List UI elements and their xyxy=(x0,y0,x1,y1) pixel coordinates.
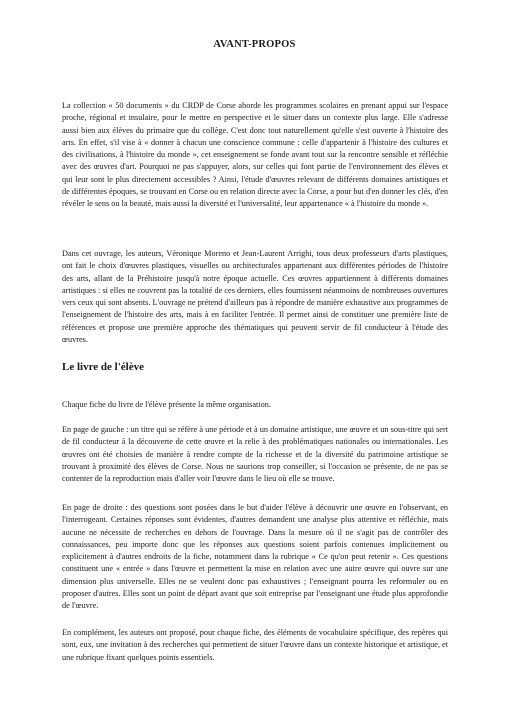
section-paragraph-1: Chaque fiche du livre de l'élève présente la même organisation. xyxy=(62,400,271,409)
page-title: AVANT-PROPOS xyxy=(213,39,296,50)
section-paragraph-2: En page de gauche : un titre qui se réfère à une période et à un domaine artistique, une œuvre et un sous-titre qui sert de fil conducteur à la découverte de cette œuvre et la relie à des problématiques nationales ou internationales. Les œuvres ont été choisies de manière à rendre compte de la richesse et de la diversité du patrimoine artistique se trouvant à proximité des élèves de Corse. Nous ne saurions trop conseiller, si l'occasion se présente, de ne pas se contenter de la reproduction mais d'aller voir l'œuvre dans le lieu où elle se trouve. xyxy=(62,425,448,484)
section-heading: Le livre de l'élève xyxy=(62,361,144,373)
intro-paragraph-2: Dans cet ouvrage, les auteurs, Véronique Moreno et Jean-Laurent Arrighi, tous deux professeurs d'arts plastiques, ont fait le choix d'œuvres plastiques, visuelles ou architecturales appartenant aux différentes périodes de l'histoire des arts, allant de la Préhistoire jusqu'à notre époque actuelle. Ces œuvres appartiennent à différents domaines artistiques : si elles ne couvrent pas la totalité de ces derniers, elles fournissent néanmoins de nombreuses ouvertures vers ceux qui sont absents. L'ouvrage ne prétend d'ailleurs pas à répondre de manière exhaustive aux programmes de l'enseignement de l'histoire des arts, mais à en faciliter l'entrée. Il permet ainsi de constituer une première liste de références et propose une première approche des thématiques qui peuvent servir de fil conducteur à l'étude des œuvres. xyxy=(62,249,448,345)
section-paragraph-4: En complément, les auteurs ont proposé, pour chaque fiche, des éléments de vocabulaire spécifique, des repères qui sont, eux, une invitation à des recherches qui permettent de situer l'œuvre dans un contexte historique et artistique, et une rubrique fixant quelques points essentiels. xyxy=(62,628,448,662)
section-paragraph-3: En page de droite : des questions sont posées dans le but d'aider l'élève à découvrir une œuvre en l'observant, en l'interrogeant. Certaines réponses sont évidentes, d'autres demandent une analyse plus attentive et réfléchie, mais aucune ne nécessite de recherches en dehors de l'ouvrage. Dans la mesure où il ne s'agit pas de contrôler des connaissances, peu importe donc que les réponses aux questions soient parfois contenues implicitement ou explicitement à d'autres endroits de la fiche, notamment dans la rubrique « Ce qu'on peut retenir ». Ces questions constituent une « entrée » dans l'œuvre et permettent la mise en relation avec une autre œuvre qui ouvre sur une dimension plus universelle. Elles ne se veulent donc pas exhaustives ; l'enseignant pourra les reformuler ou en proposer d'autres. Elles sont un point de départ avant que soit entreprise par l'enseignant une étude plus approfondie de l'œuvre. xyxy=(62,503,448,611)
intro-paragraph-1: La collection « 50 documents » du CRDP de Corse aborde les programmes scolaires en prenant appui sur l'espace proche, régional et insulaire, pour le mettre en perspective et le situer dans un contexte plus large. Elle s'adresse aussi bien aux élèves du primaire que du collège. C'est donc tout naturellement qu'elle s'est ouverte à l'histoire des arts. En effet, s'il vise à « donner à chacun une conscience commune : celle d'appartenir à l'histoire des cultures et des civilisations, à l'histoire du monde », cet enseignement se fonde avant tout sur la rencontre sensible et réfléchie avec des œuvres d'art. Pourquoi ne pas s'appuyer, alors, sur celles qui font partie de l'environnement des élèves et qui leur sont le plus directement accessibles ? Ainsi, l'étude d'œuvres relevant de différents domaines artistiques et de différentes époques, se trouvant en Corse ou en relation directe avec la Corse, a pour but d'en donner les clés, d'en révéler le sens ou la beauté, mais aussi la diversité et l'universalité, leur appartenance « à l'histoire du monde ». xyxy=(62,101,448,209)
